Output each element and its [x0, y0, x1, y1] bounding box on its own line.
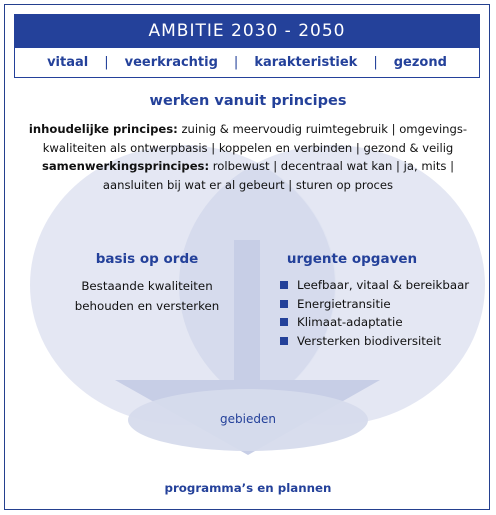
content-principles-line1: inhoudelijke principes: zuinig & meervoudig ruimtegebruik | omgevings-: [28, 122, 468, 136]
list-item: Klimaat-adaptatie: [280, 313, 469, 332]
collab-principles-line1: samenwerkingsprincipes: rolbewust | decentraal wat kan | ja, mits |: [41, 159, 455, 173]
keyword-gezond: gezond: [393, 55, 447, 70]
content-principles-line2: kwaliteiten als ontwerpbasis | koppelen en verbinden | gezond & veilig: [42, 140, 454, 155]
list-item: Energietransitie: [280, 295, 469, 314]
programmas-label: programma’s en plannen: [164, 481, 332, 495]
keyword-veerkrachtig: veerkrachtig: [124, 55, 218, 70]
keyword-separator: |: [104, 55, 109, 70]
square-bullet-icon: [280, 300, 288, 308]
list-item: Leefbaar, vitaal & bereikbaar: [280, 276, 469, 295]
keywords-bar: [14, 48, 480, 78]
urgent-title: urgente opgaven: [286, 251, 418, 267]
square-bullet-icon: [280, 318, 288, 326]
collab-principles-line2: aansluiten bij wat er al gebeurt | sturen op proces: [102, 177, 394, 192]
urgent-list: [280, 276, 469, 350]
square-bullet-icon: [280, 337, 288, 345]
basis-text: Bestaande kwaliteiten behouden en versterken: [74, 279, 220, 313]
down-arrow-shaft: [234, 240, 260, 380]
keyword-separator: |: [373, 55, 378, 70]
ambition-banner: AMBITIE 2030 - 2050: [14, 14, 480, 48]
keyword-karakteristiek: karakteristiek: [254, 55, 358, 70]
square-bullet-icon: [280, 281, 288, 289]
list-item: Versterken biodiversiteit: [280, 332, 469, 351]
basis-title: basis op orde: [95, 251, 199, 267]
principles-text: [20, 120, 476, 194]
keyword-vitaal: vitaal: [47, 55, 89, 70]
principles-title: werken vanuit principes: [149, 93, 347, 109]
keyword-separator: |: [233, 55, 239, 70]
collab-principles-label: samenwerkingsprincipes:: [41, 159, 210, 173]
gebieden-label: gebieden: [220, 412, 276, 426]
content-principles-label: inhoudelijke principes:: [28, 122, 178, 136]
